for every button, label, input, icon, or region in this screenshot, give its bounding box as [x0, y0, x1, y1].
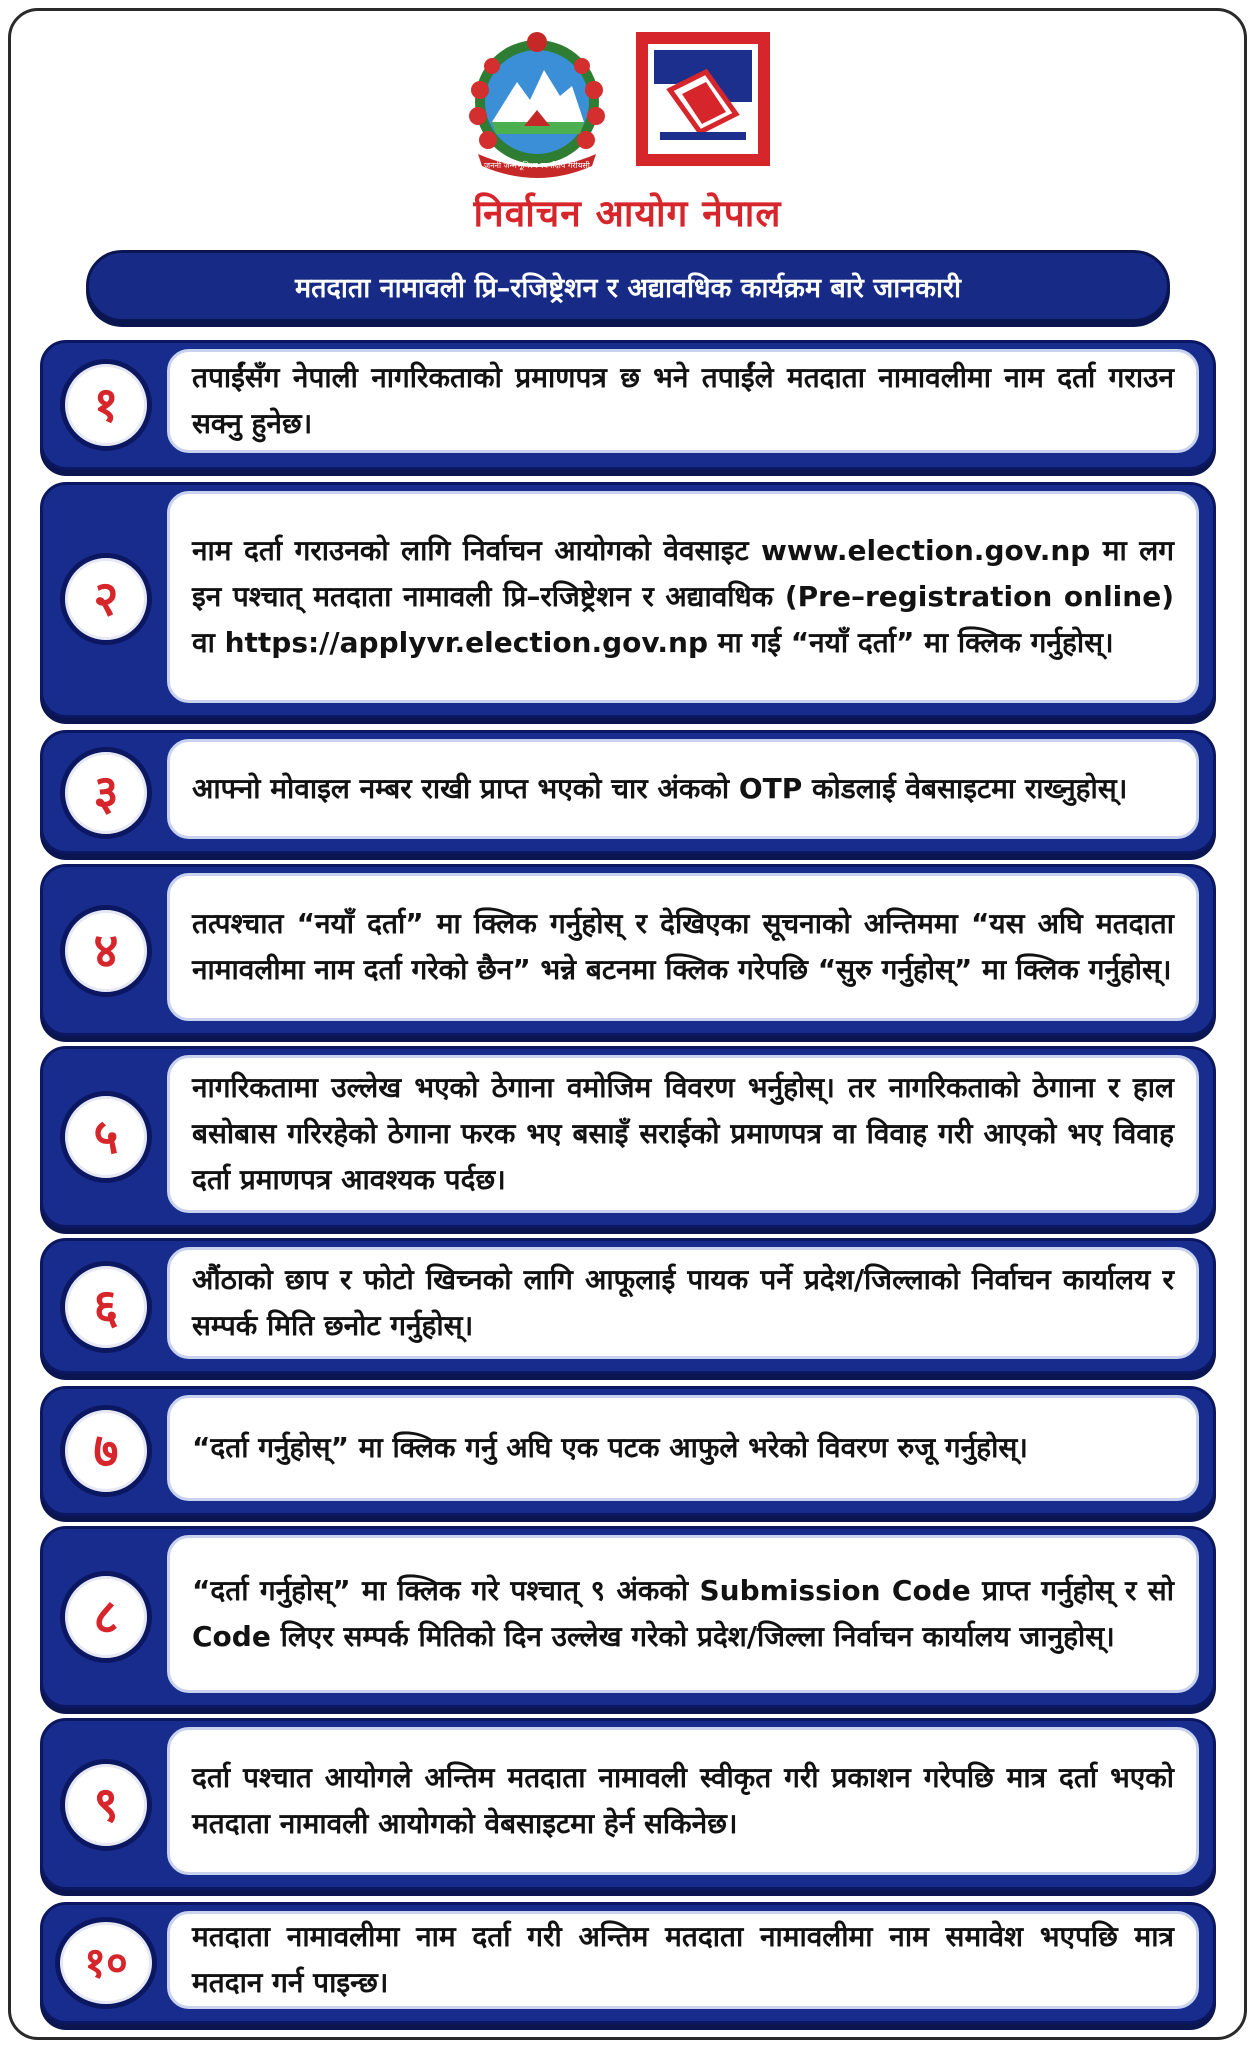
step-content: [167, 1395, 1199, 1501]
step-10: [40, 1902, 1216, 2024]
step-text: आफ्नो मोवाइल नम्बर राखी प्राप्त भएको चार अंकको OTP कोडलाई वेबसाइटमा राख्नुहोस्।: [192, 772, 1128, 805]
step-number: १०: [55, 1917, 157, 2009]
step-5: [40, 1046, 1216, 1228]
step-content: [167, 1055, 1199, 1213]
step-text: नाम दर्ता गराउनको लागि निर्वाचन आयोगको वेवसाइट www.election.gov.np मा लग इन पश्चात् मतदाता नामावली प्रि–रजिष्ट्रेशन र अद्यावधिक (Pre–registration online) वा https://applyvr.election.gov.np मा गई “नयाँ दर्ता” मा क्लिक गर्नुहोस्।: [192, 534, 1174, 659]
step-number: २: [60, 553, 152, 645]
step-content: [167, 873, 1199, 1021]
step-number: ६: [60, 1261, 152, 1353]
step-content: [167, 1911, 1199, 2009]
step-text: दर्ता पश्चात आयोगले अन्तिम मतदाता नामावली स्वीकृत गरी प्रकाशन गरेपछि मात्र दर्ता भएको मतदाता नामावली आयोगको वेबसाइटमा हेर्न सकिनेछ।: [192, 1761, 1174, 1840]
step-content: [167, 349, 1199, 453]
step-number: ५: [60, 1091, 152, 1183]
step-number: १: [60, 359, 152, 451]
step-text: औंठाको छाप र फोटो खिच्नको लागि आफूलाई पायक पर्ने प्रदेश/जिल्लाको निर्वाचन कार्यालय र सम्पर्क मिति छनोट गर्नुहोस्।: [192, 1263, 1174, 1342]
step-2: [40, 482, 1216, 718]
step-content: [167, 1727, 1199, 1875]
step-7: [40, 1386, 1216, 1516]
step-text: मतदाता नामावलीमा नाम दर्ता गरी अन्तिम मतदाता नामावलीमा नाम समावेश भएपछि मात्र मतदान गर्न पाइन्छ।: [192, 1920, 1174, 1999]
step-9: [40, 1718, 1216, 1890]
step-content: [167, 739, 1199, 839]
step-text: तत्पश्चात “नयाँ दर्ता” मा क्लिक गर्नुहोस् र देखिएका सूचनाको अन्तिममा “यस अघि मतदाता नामावलीमा नाम दर्ता गरेको छैन” भन्ने बटनमा क्लिक गरेपछि “सुरु गर्नुहोस्” मा क्लिक गर्नुहोस्।: [192, 907, 1174, 986]
step-text: “दर्ता गर्नुहोस्” मा क्लिक गरे पश्चात् ९ अंकको Submission Code प्राप्त गर्नुहोस् र सो Code लिएर सम्पर्क मितिको दिन उल्लेख गरेको प्रदेश/जिल्ला निर्वाचन कार्यालय जानुहोस्।: [192, 1574, 1174, 1653]
step-1: [40, 340, 1216, 470]
step-content: [167, 1535, 1199, 1693]
step-text: “दर्ता गर्नुहोस्” मा क्लिक गर्नु अघि एक पटक आफुले भरेको विवरण रुजू गर्नुहोस्।: [192, 1431, 1028, 1464]
emblem-motto: जननी जन्मभूमिश्च स्वर्गादपि गरीयसी: [484, 161, 590, 170]
step-number: ७: [60, 1405, 152, 1497]
election-commission-logo-icon: [636, 32, 770, 166]
step-content: [167, 491, 1199, 703]
nepal-government-emblem-icon: [462, 30, 612, 178]
step-content: [167, 1247, 1199, 1359]
step-text: नागरिकतामा उल्लेख भएको ठेगाना वमोजिम विवरण भर्नुहोस्। तर नागरिकताको ठेगाना र हाल बसोबास गरिरहेको ठेगाना फरक भए बसाइँ सराईको प्रमाणपत्र वा विवाह गरी आएको भए विवाह दर्ता प्रमाणपत्र आवश्यक पर्दछ।: [192, 1071, 1174, 1196]
step-text: तपाईंसँग नेपाली नागरिकताको प्रमाणपत्र छ भने तपाईंले मतदाता नामावलीमा नाम दर्ता गराउन सक्नु हुनेछ।: [192, 361, 1174, 440]
step-6: [40, 1238, 1216, 1374]
info-banner: [86, 250, 1170, 322]
step-number: ८: [60, 1571, 152, 1663]
step-8: [40, 1526, 1216, 1708]
step-number: ३: [60, 747, 152, 839]
step-4: [40, 864, 1216, 1036]
step-number: ४: [60, 905, 152, 997]
organization-title: निर्वाचन आयोग नेपाल: [473, 192, 782, 235]
step-3: [40, 730, 1216, 854]
step-number: ९: [60, 1759, 152, 1851]
banner-text: मतदाता नामावली प्रि–रजिष्ट्रेशन र अद्यावधिक कार्यक्रम बारे जानकारी: [294, 272, 962, 304]
